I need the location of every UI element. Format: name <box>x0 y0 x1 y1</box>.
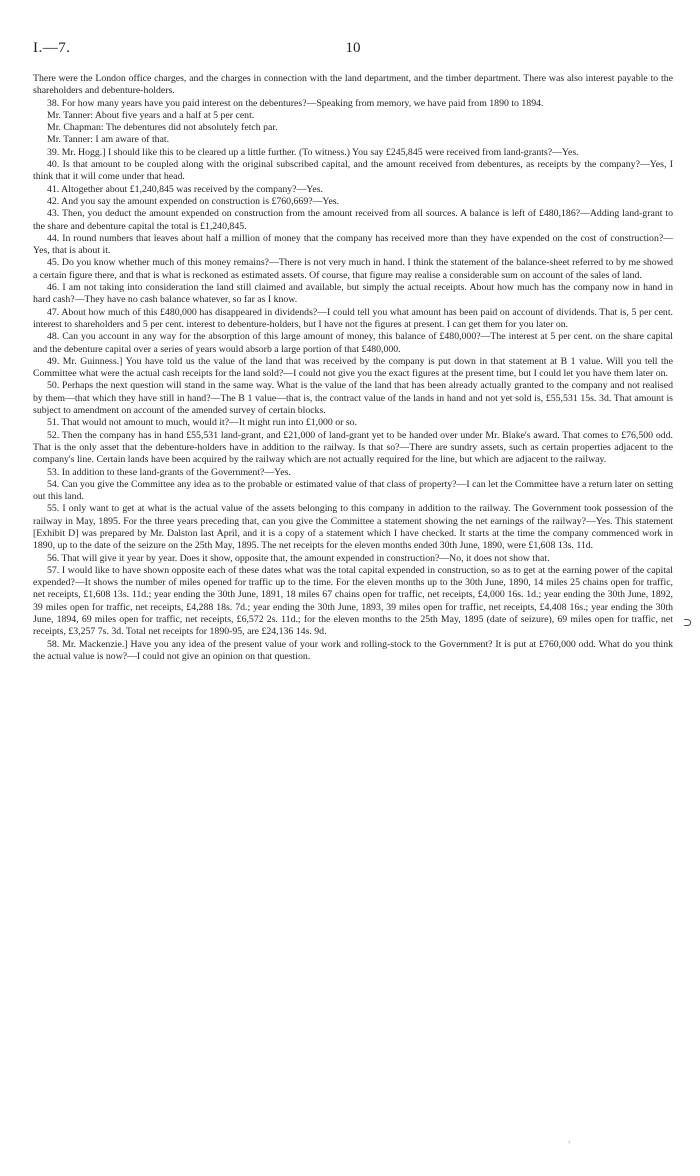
page-header <box>33 40 673 58</box>
page-reference: I.—7. <box>33 40 71 56</box>
page-number: 10 <box>345 40 361 56</box>
paragraph: 49. Mr. Guinness.] You have told us the value of the land that was received by the company is put down in that statement at B 1 value. Will you tell the Committee what were the actual cash receipts for the land sold?—I could not give you the exact figures at the present time, but I could let you have them later on. <box>33 355 673 380</box>
paragraph: 42. And you say the amount expended on construction is £760,669?—Yes. <box>47 195 340 207</box>
paragraph: 58. Mr. Mackenzie.] Have you any idea of the present value of your work and rolling-stock to the Government? It is put at £760,000 odd. What do you think the actual value is now?—I could not give an opinion on that question. <box>33 638 673 662</box>
paragraph: 40. Is that amount to be coupled along with the original subscribed capital, and the amount received from debentures, as receipts by the company?—Yes, I think that it will come under that head. <box>33 159 673 183</box>
paragraph: 41. Altogether about £1,240,845 was received by the company?—Yes. <box>47 183 323 195</box>
paragraph: 54. Can you give the Committee any idea as to the probable or estimated value of that class of property?—I can let the Committee have a return later on setting out this land. <box>33 478 673 503</box>
paragraph: Mr. Tanner: I am aware of that. <box>47 134 170 146</box>
paragraph: 46. I am not taking into consideration the land still claimed and available, but simply the actual receipts. About how much has the company now in hand in hard cash?—They have no cash balance whatever, so far as I know. <box>33 282 673 306</box>
margin-scan-mark: ⊃ <box>683 617 693 629</box>
paragraph: 56. That will give it year by year. Does it show, opposite that, the amount expended in construction?—No, it does not show that. <box>47 552 550 564</box>
paragraph: 38. For how many years have you paid interest on the debentures?—Speaking from memory, we have paid from 1890 to 1894. <box>47 97 544 109</box>
paragraph: 39. Mr. Hogg.] I should like this to be cleared up a little further. (To witness.) You say £245,845 were received from land-grants?—Yes. <box>47 146 579 158</box>
paragraph: 53. In addition to these land-grants of the Government?—Yes. <box>47 466 291 478</box>
paragraph: 47. About how much of this £480,000 has disappeared in dividends?—I could tell you what amount has been paid on account of dividends. That is, 5 per cent. interest to shareholders and 5 per cent. interest to debenture-holders, but I have not the figures at present. I can get them for you later on. <box>33 306 673 330</box>
paragraph: 51. That would not amount to much, would it?—It might run into £1,000 or so. <box>47 417 358 429</box>
paragraph: 45. Do you know whether much of this money remains?—There is not very much in hand. I think the statement of the balance-sheet referred to by me showed a certain figure there, and that is what is reckoned as estimated assets. Of course, that figure may realise a considerable sum on account of the sales of land. <box>33 257 673 281</box>
paragraph: There were the London office charges, and the charges in connection with the land department, and the timber department. There was also interest payable to the shareholders and debenture-holders. <box>33 73 673 97</box>
paragraph: 48. Can you account in any way for the absorption of this large amount of money, this balance of £480,000?—The interest at 5 per cent. on the share capital and the debenture capital over a series of years would absorb a large portion of that £480,000. <box>33 331 673 355</box>
paragraph: 50. Perhaps the next question will stand in the same way. What is the value of the land that has been already actually granted to the company and not realised by them—that which they have still in hand?—The B 1 value—that is, the contract value of the lands in hand and not yet sold is, £55,531 15s. 3d. That amount is subject to amendment on account of the amended survey of certain blocks. <box>33 380 673 417</box>
paragraph: 52. Then the company has in hand £55,531 land-grant, and £21,000 of land-grant yet to be handed over under Mr. Blake's award. That comes to £76,500 odd. That is the only asset that the debenture-holders have in addition to the railway. Is that so?—There are sundry assets, such as certain properties adjacent to the company's line. Certain lands have been acquired by the railway which are not actually required for the line, but which are adjacent to the railway. <box>33 429 673 466</box>
paragraph: Mr. Tanner: About five years and a half at 5 per cent. <box>47 109 255 121</box>
paragraph: Mr. Chapman: The debentures did not absolutely fetch par. <box>47 122 278 134</box>
paragraph: 43. Then, you deduct the amount expended on construction from the amount received from all sources. A balance is left of £480,186?—Adding land-grant to the share and debenture capital the total is £1,240,845. <box>33 208 673 232</box>
document-body <box>33 73 673 663</box>
paragraph: 57. I would like to have shown opposite each of these dates what was the total capital expended in construction, so as to get at the earning power of the capital expended?—It shows the number of miles opened for traffic up to the time. For the eleven months up to the 30th June, 1890, 14 miles 25 chains open for traffic, net receipts, £1,608 13s. 11d.; year ending the 30th June, 1891, 18 miles 67 chains open for traffic, net receipts, £4,000 16s. 1d.; year ending the 30th June, 1892, 39 miles open for traffic, net receipts, £4,288 18s. 7d.; year ending the 30th June, 1893, 39 miles open for traffic, net receipts, £4,408 16s.; year ending the 30th June, 1894, 69 miles open for traffic, net receipts, £6,572 2s. 11d.; for the eleven months to the 25th May, 1895 (date of seizure), 69 miles open for traffic, net receipts, £3,257 7s. 3d. Total net receipts for 1890-95, are £24,136 14s. 9d. <box>33 564 673 638</box>
scan-speck: › <box>568 1138 571 1146</box>
paragraph: 55. I only want to get at what is the actual value of the assets belonging to this company in addition to the railway. The Government took possession of the railway in May, 1895. For the three years preceding that, can you give the Committee a statement showing the net earnings of the railway?—Yes. This statement [Exhibit D] was prepared by Mr. Dalston last April, and it is a copy of a statement which I have checked. It starts at the time the company commenced work in 1890, up to the date of the seizure on the 25th May, 1895. The net receipts for the eleven months ended 30th June, 1890, were £1,608 13s. 11d. <box>33 503 673 552</box>
paragraph: 44. In round numbers that leaves about half a million of money that the company has received more than they have expended on the cost of construction?—Yes, that is about it. <box>33 232 673 257</box>
